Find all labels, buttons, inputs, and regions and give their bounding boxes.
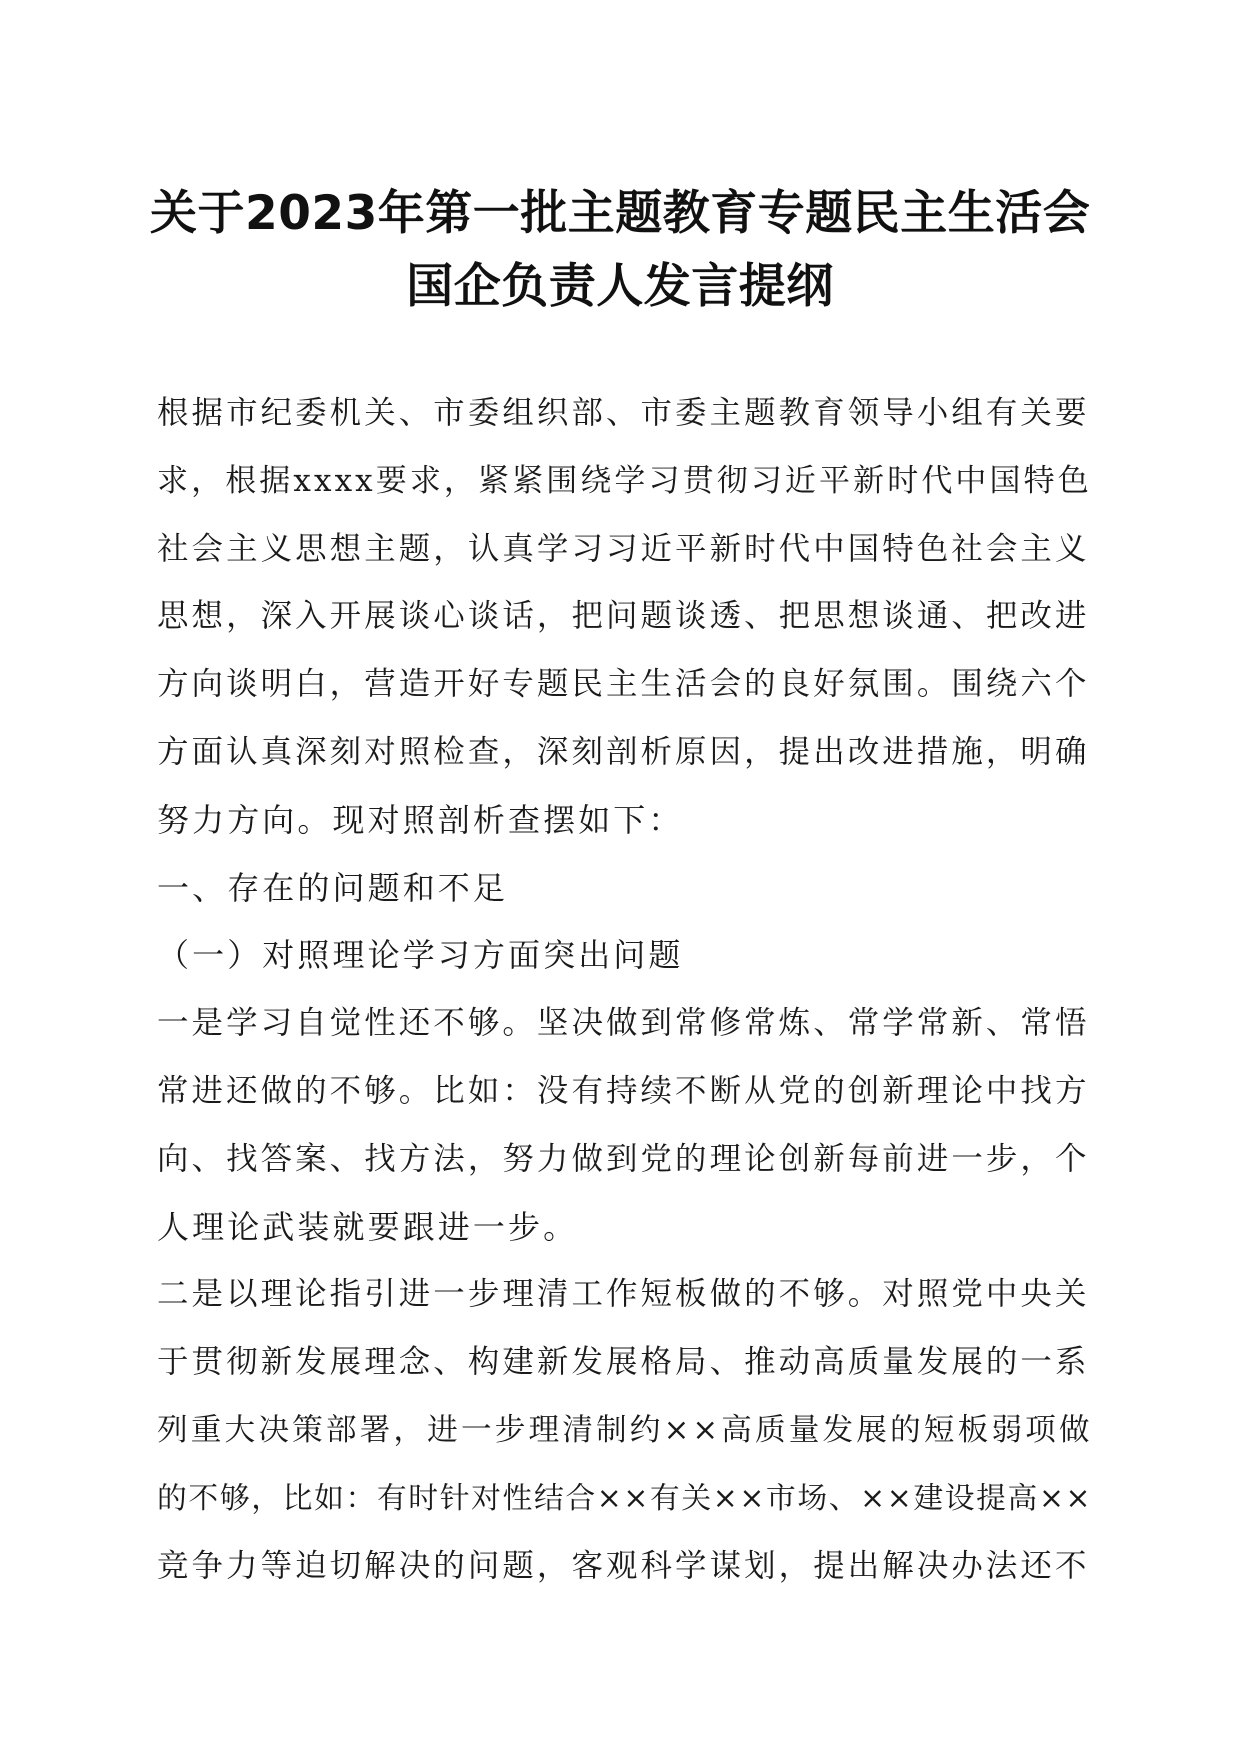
body-line-4: 思想，深入开展谈心谈话，把问题谈透、把思想谈通、把改进 (157, 598, 1090, 635)
document-title-line-2: 国企负责人发言提纲 (406, 259, 834, 314)
body-line-13: 人理论武装就要跟进一步。 (157, 1207, 579, 1246)
body-line-15: 于贯彻新发展理念、构建新发展格局、推动高质量发展的一系 (157, 1344, 1090, 1381)
body-line-5: 方向谈明白，营造开好专题民主生活会的良好氛围。围绕六个 (157, 666, 1090, 703)
body-line-17: 的不够，比如：有时针对性结合××有关××市场、××建设提高×× (157, 1480, 1093, 1516)
document-title-line-1: 关于2023年第一批主题教育专题民主生活会 (150, 186, 1091, 241)
body-line-1: 根据市纪委机关、市委组织部、市委主题教育领导小组有关要 (157, 395, 1090, 431)
body-line-6: 方面认真深刻对照检查，深刻剖析原因，提出改进措施，明确 (157, 733, 1090, 770)
body-line-7: 努力方向。现对照剖析查摆如下： (157, 800, 684, 839)
body-line-16: 列重大决策部署，进一步理清制约××高质量发展的短板弱项做 (157, 1412, 1093, 1448)
body-line-3: 社会主义思想主题，认真学习习近平新时代中国特色社会主义 (157, 530, 1090, 567)
section-heading-1: 一、存在的问题和不足 (157, 868, 509, 907)
body-line-12: 向、找答案、找方法，努力做到党的理论创新每前进一步，个 (157, 1140, 1090, 1177)
body-line-10: 一是学习自觉性还不够。坚决做到常修常炼、常学常新、常悟 (157, 1005, 1090, 1042)
document-body (157, 380, 1093, 1600)
body-line-14: 二是以理论指引进一步理清工作短板做的不够。对照党中央关 (157, 1276, 1090, 1313)
body-line-11: 常进还做的不够。比如：没有持续不断从党的创新理论中找方 (157, 1072, 1090, 1109)
body-line-18: 竞争力等迫切解决的问题，客观科学谋划，提出解决办法还不 (157, 1547, 1090, 1584)
subsection-heading-1: （一）对照理论学习方面突出问题 (157, 936, 684, 975)
body-line-2: 求，根据xxxx要求，紧紧围绕学习贯彻习近平新时代中国特色 (157, 462, 1092, 499)
